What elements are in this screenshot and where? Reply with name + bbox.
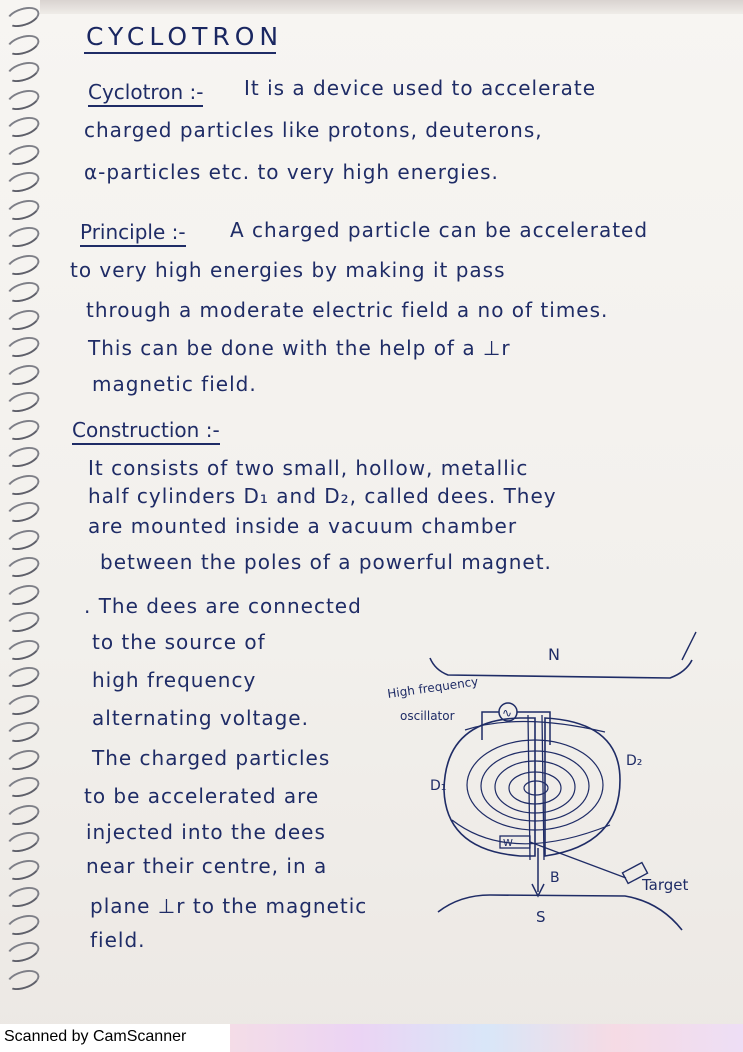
principle-heading: Principle :- — [80, 220, 186, 247]
principle-line-3: through a moderate electric field a no of times. — [86, 298, 609, 322]
construction-line-8: alternating voltage. — [92, 706, 309, 730]
construction-line-14: field. — [90, 928, 146, 952]
principle-line-2: to very high energies by making it pass — [70, 258, 506, 282]
binding-ring — [4, 801, 42, 829]
construction-line-7: high frequency — [92, 668, 257, 692]
construction-line-6: to the source of — [92, 630, 266, 654]
definition-heading: Cyclotron :- — [88, 80, 203, 107]
binding-ring — [4, 581, 42, 609]
dee-d2 — [545, 718, 620, 856]
binding-ring — [4, 471, 42, 499]
binding-ring — [4, 856, 42, 884]
construction-line-4: between the poles of a powerful magnet. — [100, 550, 552, 574]
binding-ring — [4, 718, 42, 746]
principle-line-4: This can be done with the help of a ⊥r — [88, 336, 511, 360]
binding-ring — [4, 278, 42, 306]
construction-line-1: It consists of two small, hollow, metallic — [88, 456, 529, 480]
oscillator-label-2: oscillator — [400, 709, 455, 723]
cyclotron-diagram — [370, 620, 740, 950]
binding-ring — [4, 3, 42, 31]
construction-line-5: . The dees are connected — [84, 594, 362, 618]
binding-ring — [4, 86, 42, 114]
north-label: N — [548, 645, 560, 664]
oscillator-symbol: ∿ — [502, 706, 513, 720]
binding-ring — [4, 443, 42, 471]
construction-line-3: are mounted inside a vacuum chamber — [88, 514, 518, 538]
definition-line-3: α-particles etc. to very high energies. — [84, 160, 499, 184]
binding-ring — [4, 526, 42, 554]
binding-ring — [4, 663, 42, 691]
dee-bottom-rim — [452, 820, 610, 844]
binding-ring — [4, 746, 42, 774]
binding-ring — [4, 636, 42, 664]
construction-line-11: injected into the dees — [86, 820, 326, 844]
binding-ring — [4, 883, 42, 911]
oscillator-label-1: High frequency — [386, 674, 480, 701]
construction-line-13: plane ⊥r to the magnetic — [90, 894, 368, 918]
target-label: Target — [642, 876, 689, 894]
binding-ring — [4, 223, 42, 251]
binding-ring — [4, 553, 42, 581]
principle-line-5: magnetic field. — [92, 372, 257, 396]
binding-ring — [4, 168, 42, 196]
d2-label: D₂ — [626, 753, 643, 769]
construction-line-10: to be accelerated are — [84, 784, 320, 808]
binding-ring — [4, 416, 42, 444]
page-top-shadow — [40, 0, 743, 14]
footer-color-strip — [230, 1024, 743, 1052]
binding-ring — [4, 196, 42, 224]
binding-ring — [4, 113, 42, 141]
binding-ring — [4, 911, 42, 939]
construction-line-12: near their centre, in a — [86, 854, 328, 878]
definition-line-2: charged particles like protons, deuterons, — [84, 118, 543, 142]
binding-ring — [4, 966, 42, 994]
dee-d1 — [444, 718, 535, 856]
spiral-binding — [0, 0, 48, 1010]
page-title: CYCLOTRON — [86, 22, 284, 51]
binding-ring — [4, 58, 42, 86]
principle-line-1: A charged particle can be accelerated — [230, 218, 649, 242]
north-pole-edge — [682, 632, 696, 660]
binding-ring — [4, 828, 42, 856]
d1-label: D₁ — [430, 778, 447, 794]
binding-ring — [4, 361, 42, 389]
south-pole-piece — [438, 895, 682, 930]
binding-ring — [4, 498, 42, 526]
south-label: S — [536, 908, 546, 926]
construction-line-9: The charged particles — [92, 746, 331, 770]
construction-line-2: half cylinders D₁ and D₂, called dees. They — [88, 484, 557, 508]
field-label: B — [550, 870, 560, 886]
scanner-footer — [0, 1024, 743, 1052]
scanner-watermark: Scanned by CamScanner — [4, 1028, 187, 1045]
binding-ring — [4, 608, 42, 636]
binding-ring — [4, 306, 42, 334]
binding-ring — [4, 938, 42, 966]
binding-ring — [4, 388, 42, 416]
binding-ring — [4, 141, 42, 169]
binding-ring — [4, 31, 42, 59]
construction-heading: Construction :- — [72, 418, 220, 445]
title-underline — [84, 52, 276, 54]
definition-line-1: It is a device used to accelerate — [244, 76, 597, 100]
window-label: W — [503, 838, 513, 849]
binding-ring — [4, 333, 42, 361]
binding-ring — [4, 773, 42, 801]
binding-ring — [4, 251, 42, 279]
binding-ring — [4, 691, 42, 719]
